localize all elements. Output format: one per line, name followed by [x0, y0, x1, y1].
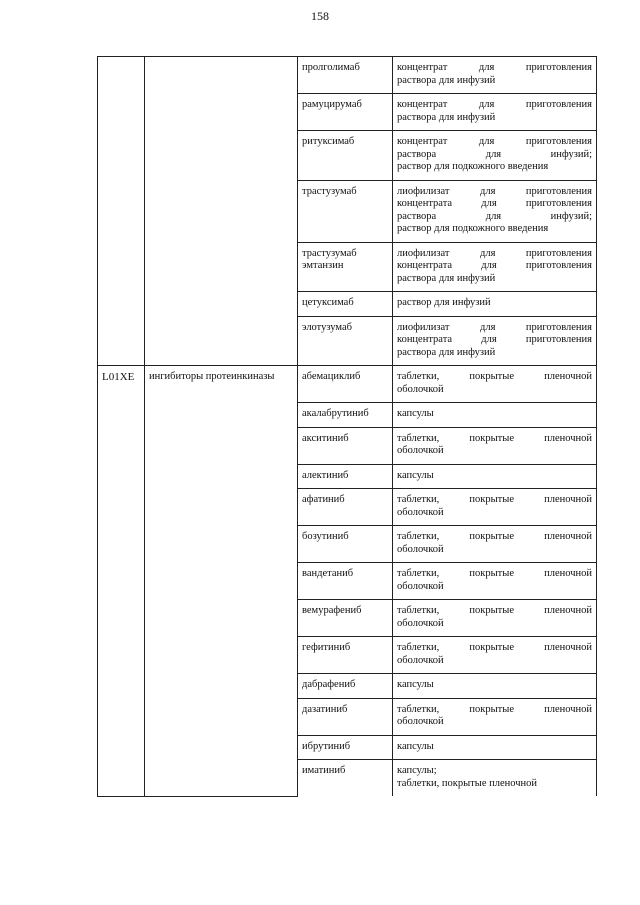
drug-name-cell: вандетаниб: [298, 563, 393, 600]
drug-name-cell: дазатиниб: [298, 698, 393, 735]
dosage-form-line: таблетки, покрытые пленочной: [397, 703, 592, 715]
dosage-form-line: лиофилизат для приготовления: [397, 185, 592, 197]
group-name-cell: [145, 57, 298, 366]
dosage-form-line: оболочкой: [397, 617, 444, 629]
dosage-form-cell: [393, 94, 597, 131]
dosage-form-line: раствор для подкожного введения: [397, 223, 549, 234]
atc-code-cell: L01XE: [98, 366, 145, 797]
drug-name-cell: пролголимаб: [298, 57, 393, 94]
dosage-form-line: концентрат для приготовления: [397, 62, 592, 73]
drug-name-cell: алектиниб: [298, 464, 393, 489]
dosage-form-line: лиофилизат для приготовления: [397, 247, 592, 259]
dosage-form-cell: [393, 366, 597, 403]
dosage-form-cell: [393, 637, 597, 674]
drug-table: [97, 56, 597, 797]
dosage-form-line: раствор для подкожного введения: [397, 161, 549, 172]
dosage-form-line: капсулы;: [397, 765, 437, 776]
dosage-form-line: концентрата для приготовления: [397, 198, 592, 209]
dosage-form-line: капсулы: [397, 679, 434, 690]
dosage-form-cell: [393, 600, 597, 637]
dosage-form-line: лиофилизат для приготовления: [397, 321, 592, 333]
drug-name-cell: рамуцирумаб: [298, 94, 393, 131]
dosage-form-line: капсулы: [397, 740, 434, 752]
drug-name-cell: иматиниб: [298, 760, 393, 797]
drug-name-cell: афатиниб: [298, 489, 393, 526]
dosage-form-cell: [393, 131, 597, 181]
drug-name-cell: бозутиниб: [298, 526, 393, 563]
dosage-form-line: раствора для инфузий: [397, 272, 496, 284]
drug-name-cell: акситиниб: [298, 427, 393, 464]
dosage-form-cell: [393, 489, 597, 526]
drug-name-cell: акалабрутиниб: [298, 403, 393, 428]
dosage-form-line: оболочкой: [397, 716, 444, 727]
dosage-form-cell: [393, 316, 597, 366]
dosage-form-line: таблетки, покрытые пленочной: [397, 568, 592, 579]
dosage-form-line: таблетки, покрытые пленочной: [397, 605, 592, 616]
dosage-form-cell: [393, 403, 597, 428]
dosage-form-cell: [393, 760, 597, 797]
dosage-form-cell: [393, 57, 597, 94]
dosage-form-line: таблетки, покрытые пленочной: [397, 371, 592, 382]
drug-name-cell: трастузумаб: [298, 180, 393, 242]
dosage-form-cell: [393, 735, 597, 760]
atc-code-cell: [98, 57, 145, 366]
dosage-form-line: таблетки, покрытые пленочной: [397, 642, 592, 653]
dosage-form-line: оболочкой: [397, 654, 444, 666]
drug-name-cell: дабрафениб: [298, 674, 393, 699]
dosage-form-line: оболочкой: [397, 580, 444, 592]
dosage-form-cell: [393, 242, 597, 292]
dosage-form-line: оболочкой: [397, 383, 444, 395]
dosage-form-line: оболочкой: [397, 445, 444, 456]
dosage-form-line: таблетки, покрытые пленочной: [397, 494, 592, 505]
drug-name-cell: ибрутиниб: [298, 735, 393, 760]
dosage-form-cell: [393, 180, 597, 242]
table-row: [98, 57, 597, 94]
page-number: 158: [311, 9, 329, 23]
drug-name-cell: гефитиниб: [298, 637, 393, 674]
dosage-form-cell: [393, 464, 597, 489]
drug-name-cell: трастузумаб эмтанзин: [298, 242, 393, 292]
drug-name-cell: вемурафениб: [298, 600, 393, 637]
drug-name-cell: ритуксимаб: [298, 131, 393, 181]
dosage-form-cell: [393, 674, 597, 699]
dosage-form-line: раствора для инфузий;: [397, 210, 592, 222]
drug-name-cell: цетуксимаб: [298, 292, 393, 317]
drug-name-cell: абемациклиб: [298, 366, 393, 403]
dosage-form-line: таблетки, покрытые пленочной: [397, 531, 592, 542]
dosage-form-cell: [393, 427, 597, 464]
dosage-form-line: концентрат для приготовления: [397, 136, 592, 147]
dosage-form-line: концентрат для приготовления: [397, 99, 592, 110]
dosage-form-line: оболочкой: [397, 543, 444, 555]
group-name-cell: ингибиторы протеинкиназы: [145, 366, 298, 797]
dosage-form-line: капсулы: [397, 469, 434, 481]
dosage-form-line: таблетки, покрытые пленочной: [397, 777, 538, 789]
dosage-form-line: раствора для инфузий;: [397, 148, 592, 160]
drug-table-body: [98, 57, 597, 797]
dosage-form-line: концентрата для приготовления: [397, 334, 592, 345]
dosage-form-cell: [393, 292, 597, 317]
dosage-form-line: таблетки, покрытые пленочной: [397, 432, 592, 444]
dosage-form-line: раствора для инфузий: [397, 111, 496, 123]
dosage-form-cell: [393, 526, 597, 563]
dosage-form-line: раствора для инфузий: [397, 74, 496, 86]
dosage-form-line: капсулы: [397, 408, 434, 419]
dosage-form-line: концентрата для приготовления: [397, 260, 592, 271]
drug-name-cell: элотузумаб: [298, 316, 393, 366]
dosage-form-line: раствора для инфузий: [397, 346, 496, 358]
dosage-form-line: раствор для инфузий: [397, 297, 491, 308]
table-row: [98, 366, 597, 403]
dosage-form-cell: [393, 698, 597, 735]
dosage-form-line: оболочкой: [397, 506, 444, 518]
dosage-form-cell: [393, 563, 597, 600]
